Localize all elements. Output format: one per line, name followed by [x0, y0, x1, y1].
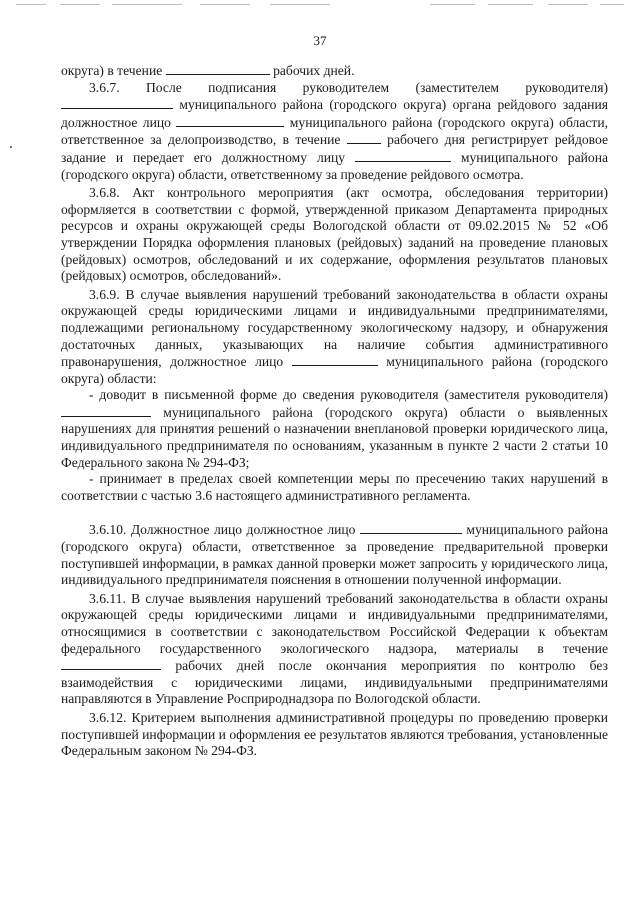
blank-field	[347, 131, 381, 144]
top-scan-line	[600, 4, 624, 5]
text-run: рабочего дня	[387, 132, 466, 148]
text-run: округа) области, ответственное за делопроизводство, в течение	[61, 114, 608, 148]
text-run: 3.6.7. После подписания руководителем (заместителем руководителя)	[89, 79, 608, 95]
top-scan-line	[16, 4, 46, 5]
paragraph-3-6-11	[61, 591, 608, 708]
paragraph-3-6-9-item-1	[61, 387, 608, 471]
paragraph-3-6-7	[61, 80, 608, 184]
blank-field	[355, 149, 451, 162]
top-scan-line	[112, 4, 182, 5]
blank-field	[360, 521, 462, 534]
text-run: 3.6.9. В случае выявления нарушений требований законодательства в области охраны окружающей среды юридическими лицами и индивидуальными предпринимателями, подлежащими региональному государственному экологическому надзору, и обнаружения достаточных данных, указывающих на наличие события административного правонарушения, должностное лицо	[61, 286, 608, 370]
paragraph-3-6-8: 3.6.8. Акт контрольного мероприятия (акт осмотра, обследования территории) оформляется в соответствии с формой, утвержденной приказом Департамента природных ресурсов и охраны окружающей среды Вологодской области от 09.02.2015 № 52 «Об утверждении Порядка оформления плановых (рейдовых) заданий на проведение плановых (рейдовых) осмотров, обследований и их содержание, оформления результатов плановых (рейдовых) осмотров, обследований».	[61, 185, 608, 284]
text-run: муниципального района (городского округа) области:	[61, 354, 608, 386]
text-run: рабочих дней.	[273, 63, 355, 78]
text-run: 3.6.10. Должностное лицо должностное лицо	[89, 522, 356, 538]
blank-field	[292, 353, 378, 366]
top-scan-line	[60, 4, 100, 5]
text-run: 3.6.11. В случае выявления нарушений требований законодательства в области охраны окружающей среды юридическими лицами и индивидуальными предпринимателями, относящимися в соответствии с законодательством Российской Федерации к объектам федерального государственного экологического надзора, материалы в течение	[61, 590, 608, 656]
text-run: рабочих дней после окончания мероприятия по контролю без взаимодействия с юридическими лицами, индивидуальными предпринимателями направляются в Управление Росприроднадзора по Вологодской области.	[61, 658, 608, 707]
text-run: муниципального района (городского округа) области, ответственному за проведение рейдового осмотра.	[61, 149, 609, 182]
top-scan-line	[430, 4, 475, 5]
paragraph-3-6-9	[61, 287, 608, 388]
top-scan-line	[270, 4, 330, 5]
top-scan-line	[548, 4, 588, 5]
top-scan-line	[488, 4, 533, 5]
text-run: - доводит в письменной форме до сведения руководителя (заместителя руководителя)	[89, 387, 608, 403]
paragraph-continuation	[61, 62, 608, 80]
document-body	[61, 62, 608, 760]
text-run: муниципального района (городского округа) области, ответственное за проведение предварительной проверки поступившей информации, в рамках данной проверки может запросить у юридического лица, индивидуального предпринимателя пояснения в отношении полученной информации.	[61, 522, 609, 588]
page-number: 37	[313, 33, 327, 48]
text-run: регистрирует рейдовое задание и передает его должностному лицу	[61, 132, 608, 165]
scan-speck	[10, 146, 12, 148]
blank-field	[176, 114, 284, 127]
text-run: муниципального района (городского округа) области о выявленных нарушениях для принятия решений о назначении внеплановой проверки юридического лица, индивидуального предпринимателя по основаниям, указанным в пункте 2 части 2 статьи 10 Федерального закона № 294-ФЗ;	[61, 404, 608, 470]
blank-field	[61, 96, 173, 109]
blank-field	[61, 657, 161, 670]
text-run: округа) в течение	[61, 63, 163, 78]
paragraph-3-6-10	[61, 521, 608, 588]
blank-field	[166, 62, 270, 75]
text-run: муниципального района (городского	[289, 114, 506, 130]
paragraph-3-6-9-item-2: - принимает в пределах своей компетенции меры по пресечению таких нарушений в соответствии с частью 3.6 настоящего административного регламента.	[61, 471, 608, 503]
text-run: муниципального района (городского округа) органа рейдового	[179, 97, 557, 113]
blank-field	[61, 404, 151, 417]
paragraph-3-6-12: 3.6.12. Критерием выполнения административной процедуры по проведению проверки поступившей информации и оформления ее результатов являются требования, установленные Федеральным законом № 294-ФЗ.	[61, 709, 608, 759]
text-run: задания должностное лицо	[61, 97, 608, 130]
top-scan-line	[200, 4, 250, 5]
